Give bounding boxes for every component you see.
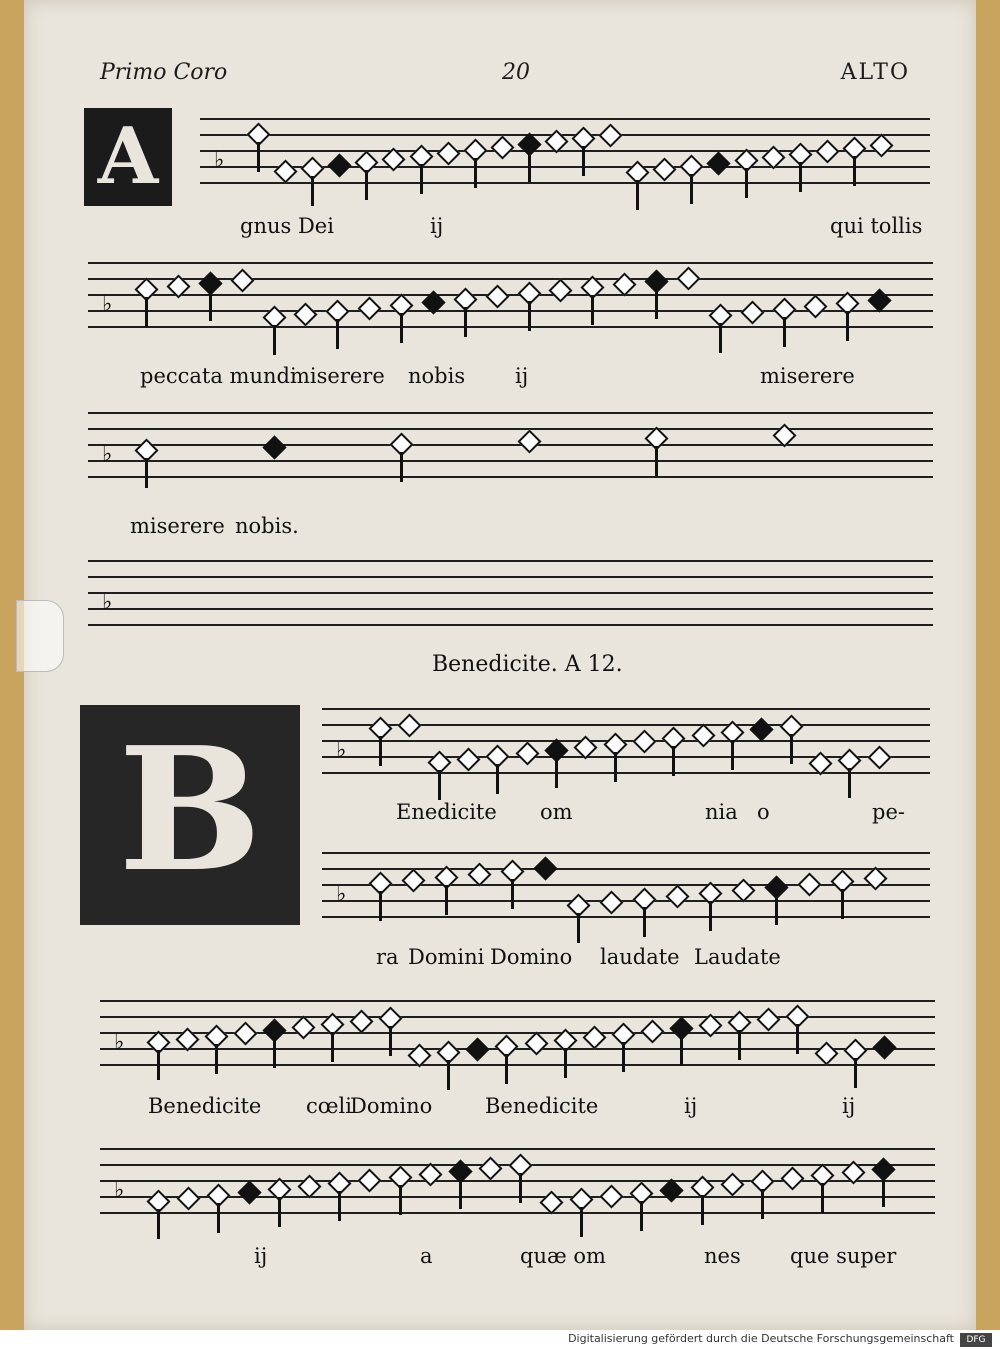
note: [665, 884, 689, 908]
staff-line: [200, 134, 930, 136]
clef: ♭: [214, 148, 225, 173]
note-stem: [672, 746, 675, 776]
staff: [322, 708, 930, 778]
note-stem: [519, 1173, 522, 1203]
clef: ♭: [336, 738, 347, 763]
note: [292, 1015, 316, 1039]
note: [750, 717, 774, 741]
staff-line: [100, 1148, 935, 1150]
note: [490, 135, 514, 159]
lyric-word: ra: [376, 945, 399, 969]
note-stem: [614, 752, 617, 782]
note-stem: [464, 307, 467, 337]
note-stem: [848, 768, 851, 798]
lyric-word: a: [420, 1244, 433, 1268]
note: [867, 745, 891, 769]
note: [237, 1180, 261, 1204]
note-stem: [799, 162, 802, 192]
note-stem: [400, 313, 403, 343]
note-stem: [400, 452, 403, 482]
lyric-word: que super: [790, 1244, 897, 1268]
note: [485, 284, 509, 308]
note-stem: [311, 176, 314, 206]
lyric-word: quæ om: [520, 1244, 606, 1268]
staff: [200, 118, 930, 188]
note-stem: [655, 446, 658, 476]
note-stem: [783, 317, 786, 347]
note: [297, 1174, 321, 1198]
lyric-word: miserere: [130, 514, 225, 538]
section-title: Benedicite. A 12.: [432, 652, 623, 677]
staff-line: [88, 326, 933, 328]
staff: [322, 852, 930, 922]
clef: ♭: [102, 442, 113, 467]
lyric-word: laudate: [600, 945, 680, 969]
note: [467, 862, 491, 886]
note-stem: [640, 1201, 643, 1231]
staff-line: [322, 772, 930, 774]
note-stem: [528, 301, 531, 331]
staff-line: [100, 1048, 935, 1050]
staff-line: [88, 592, 933, 594]
note: [398, 713, 422, 737]
note: [479, 1156, 503, 1180]
lyric-word: nobis: [408, 364, 466, 388]
note: [418, 1162, 442, 1186]
staff-line: [100, 1064, 935, 1066]
note-stem: [217, 1203, 220, 1233]
note: [660, 1178, 684, 1202]
note: [466, 1037, 490, 1061]
footer-credit: Digitalisierung gefördert durch die Deutsche Forschungsgemeinschaft: [568, 1332, 954, 1345]
note-stem: [680, 1036, 683, 1066]
lyric-word: ij: [515, 364, 529, 388]
lyric-word: miserere: [760, 364, 855, 388]
note-stem: [731, 740, 734, 770]
lyric-word: ij: [254, 1244, 268, 1268]
lyric-word: ij: [430, 214, 444, 238]
page-header: [100, 60, 910, 94]
note: [549, 278, 573, 302]
staff-line: [200, 182, 930, 184]
note-stem: [622, 1042, 625, 1072]
note-stem: [761, 1189, 764, 1219]
note-stem: [399, 1185, 402, 1215]
note: [274, 159, 298, 183]
note-stem: [331, 1032, 334, 1062]
staff: [88, 262, 933, 332]
note: [358, 296, 382, 320]
note: [234, 1021, 258, 1045]
lyric-word: nes: [704, 1244, 741, 1268]
note-stem: [278, 1197, 281, 1227]
staff-line: [322, 740, 930, 742]
note-stem: [775, 895, 778, 925]
staff-line: [322, 916, 930, 918]
note: [436, 141, 460, 165]
note: [539, 1190, 563, 1214]
note-stem: [157, 1050, 160, 1080]
lyric-word: pe-: [872, 800, 905, 824]
lyric-word: om: [540, 800, 573, 824]
note-stem: [555, 758, 558, 788]
lyric-word: o: [757, 800, 770, 824]
header-choir: Primo Coro: [100, 60, 228, 85]
staff: [100, 1148, 935, 1218]
staff: [88, 412, 933, 482]
note: [358, 1168, 382, 1192]
note: [707, 151, 731, 175]
lyric-word: peccata mundi: [140, 364, 297, 388]
note-stem: [273, 325, 276, 355]
note-stem: [636, 180, 639, 210]
note-stem: [505, 1054, 508, 1084]
note: [632, 729, 656, 753]
staff-line: [88, 560, 933, 562]
note-stem: [719, 323, 722, 353]
staff-line: [100, 1000, 935, 1002]
note-stem: [709, 901, 712, 931]
note: [804, 294, 828, 318]
note: [524, 1031, 548, 1055]
note: [401, 868, 425, 892]
note: [868, 288, 892, 312]
note-stem: [841, 889, 844, 919]
note-stem: [655, 289, 658, 319]
note-stem: [474, 158, 477, 188]
note: [350, 1009, 374, 1033]
note: [230, 268, 254, 292]
note: [691, 723, 715, 747]
note: [740, 300, 764, 324]
lyric-word: qui tollis: [830, 214, 923, 238]
clef: ♭: [102, 292, 113, 317]
note-stem: [577, 913, 580, 943]
note: [582, 1025, 606, 1049]
note-stem: [209, 291, 212, 321]
note: [781, 1166, 805, 1190]
staff-line: [88, 460, 933, 462]
note-stem: [582, 146, 585, 176]
staff-line: [88, 576, 933, 578]
lyric-word: Laudate: [694, 945, 781, 969]
lyric-word: Domino: [490, 945, 573, 969]
note: [676, 266, 700, 290]
lyric-word: ij: [842, 1094, 856, 1118]
note-stem: [365, 170, 368, 200]
note: [815, 139, 839, 163]
note: [599, 1184, 623, 1208]
note: [640, 1019, 664, 1043]
decorated-initial-b: B: [80, 705, 300, 925]
note: [328, 153, 352, 177]
dfg-logo: DFG: [960, 1333, 992, 1347]
note: [517, 429, 541, 453]
page-number: 20: [502, 60, 530, 85]
note-stem: [738, 1030, 741, 1060]
staff-line: [88, 444, 933, 446]
note-stem: [273, 1038, 276, 1068]
note-stem: [438, 770, 441, 800]
note-stem: [157, 1209, 160, 1239]
note-stem: [379, 891, 382, 921]
note-stem: [821, 1183, 824, 1213]
note-stem: [338, 1191, 341, 1221]
note-stem: [528, 152, 531, 182]
lyric-word: cœli: [306, 1094, 352, 1118]
staff-line: [100, 1016, 935, 1018]
decorated-initial-a: A: [84, 108, 172, 206]
lyric-word: nobis.: [235, 514, 299, 538]
note-stem: [882, 1177, 885, 1207]
note-stem: [447, 1060, 450, 1090]
note: [731, 878, 755, 902]
note-stem: [215, 1044, 218, 1074]
note: [863, 866, 887, 890]
note-stem: [445, 885, 448, 915]
note-stem: [853, 156, 856, 186]
note: [599, 123, 623, 147]
page-clip: [16, 600, 64, 672]
staff-line: [200, 118, 930, 120]
staff-line: [88, 476, 933, 478]
staff: [88, 560, 933, 630]
note-stem: [511, 879, 514, 909]
header-voice: ALTO: [840, 60, 910, 85]
note: [653, 157, 677, 181]
lyric-word: nia: [705, 800, 738, 824]
note-stem: [591, 295, 594, 325]
clef: ♭: [114, 1030, 125, 1055]
staff-line: [88, 310, 933, 312]
note: [869, 133, 893, 157]
note-stem: [790, 734, 793, 764]
note-stem: [564, 1048, 567, 1078]
note-stem: [796, 1024, 799, 1054]
note: [262, 435, 286, 459]
note-stem: [701, 1195, 704, 1225]
lyric-word: Benedicite: [148, 1094, 262, 1118]
staff-line: [100, 1180, 935, 1182]
note: [814, 1041, 838, 1065]
staff-line: [88, 608, 933, 610]
note-stem: [690, 174, 693, 204]
staff-line: [88, 624, 933, 626]
note: [720, 1172, 744, 1196]
note: [533, 856, 557, 880]
note: [613, 272, 637, 296]
staff-line: [88, 262, 933, 264]
staff-line: [322, 900, 930, 902]
note: [177, 1186, 201, 1210]
note-stem: [643, 907, 646, 937]
clef: ♭: [336, 882, 347, 907]
lyric-word: ij: [684, 1094, 698, 1118]
note: [599, 890, 623, 914]
note: [756, 1007, 780, 1031]
lyric-word: gnus Dei: [240, 214, 334, 238]
staff-line: [322, 708, 930, 710]
note-stem: [846, 311, 849, 341]
note: [515, 741, 539, 765]
clef: ♭: [102, 590, 113, 615]
note: [294, 302, 318, 326]
clef: ♭: [114, 1178, 125, 1203]
lyric-word: Benedicite: [485, 1094, 599, 1118]
note: [872, 1035, 896, 1059]
lyric-word: Domino: [350, 1094, 433, 1118]
note-stem: [145, 458, 148, 488]
note-stem: [459, 1179, 462, 1209]
staff: [100, 1000, 935, 1070]
note-stem: [389, 1026, 392, 1056]
note: [456, 747, 480, 771]
note-stem: [854, 1058, 857, 1088]
note-stem: [145, 297, 148, 327]
note-stem: [745, 168, 748, 198]
staff-line: [88, 412, 933, 414]
staff-line: [322, 852, 930, 854]
lyric-word: miserere: [290, 364, 385, 388]
digitization-footer: [0, 1330, 1000, 1350]
lyric-word: Enedicite: [396, 800, 497, 824]
staff-line: [88, 428, 933, 430]
note-stem: [336, 319, 339, 349]
note-stem: [257, 142, 260, 172]
note-stem: [580, 1207, 583, 1237]
note-stem: [496, 764, 499, 794]
note-stem: [379, 736, 382, 766]
staff-line: [100, 1212, 935, 1214]
note-stem: [420, 164, 423, 194]
staff-line: [88, 294, 933, 296]
lyric-word: Domini: [408, 945, 485, 969]
note: [797, 872, 821, 896]
